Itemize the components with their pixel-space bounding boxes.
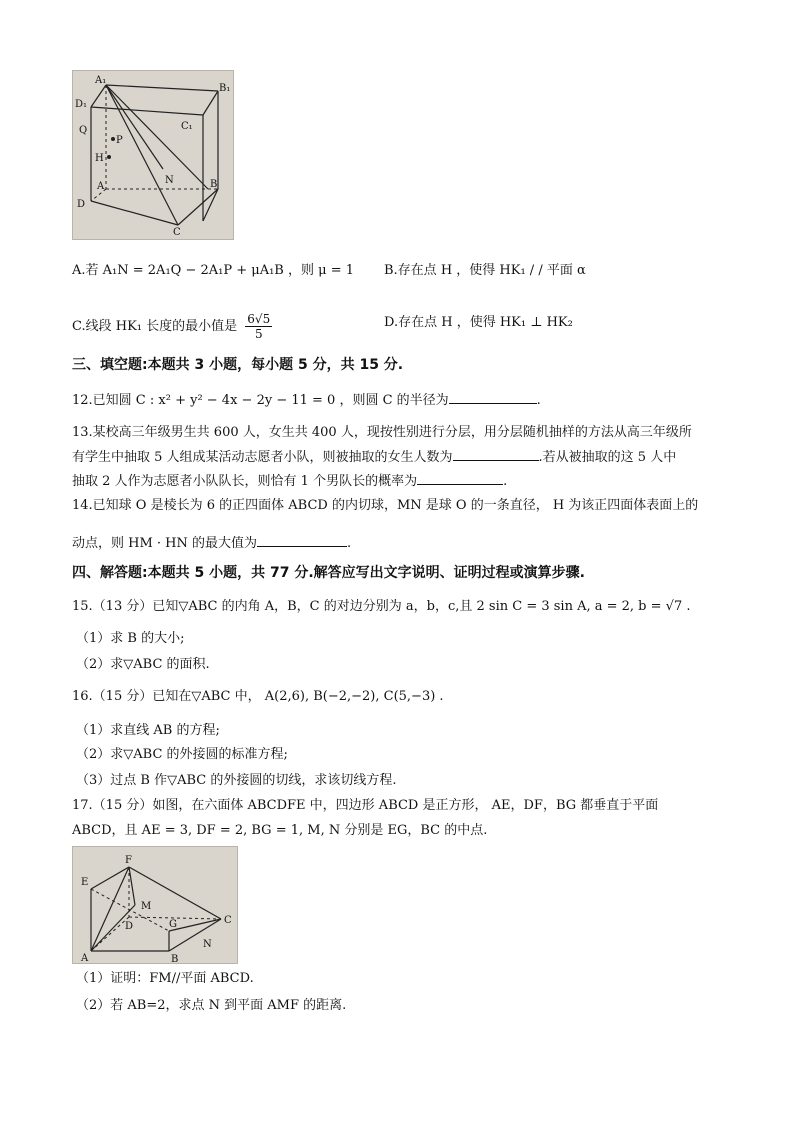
label-M: M	[141, 901, 152, 912]
section-heading-fill-in: 三、填空题:本题共 3 小题，每小题 5 分，共 15 分.	[72, 357, 404, 373]
choice-d: D.存在点 H ，使得 HK₁ ⊥ HK₂	[384, 315, 573, 330]
label-G: G	[169, 919, 177, 930]
label-N: N	[203, 939, 212, 950]
label-A: A	[81, 953, 89, 963]
q15-stem: 15.（13 分）已知▽ABC 的内角 A，B，C 的对边分别为 a，b，c,且 2 sin C = 3 sin A, a = 2, b = √7 .	[72, 599, 691, 614]
cube-figure	[72, 70, 234, 240]
q15-sub-2: （2）求▽ABC 的面积.	[76, 657, 210, 672]
label-Q: Q	[79, 125, 88, 136]
label-H: H	[95, 153, 104, 164]
q14-line-2	[72, 534, 351, 553]
hexahedron-diagram	[73, 847, 237, 963]
choice-c-fraction	[245, 312, 272, 341]
q13-line-2	[72, 448, 676, 467]
q14-line-1: 14.已知球 O 是棱长为 6 的正四面体 ABCD 的内切球，MN 是球 O 的一条直径， H 为该正四面体表面上的	[72, 498, 699, 513]
q12-text: 12.已知圆 C : x² + y² − 4x − 2y − 11 = 0 ，则圆 C 的半径为	[72, 393, 449, 408]
q17-sub-1: （1）证明：FM//平面 ABCD.	[76, 971, 254, 986]
label-D1: D₁	[75, 99, 88, 110]
q17-line-1: 17.（15 分）如图，在六面体 ABCDFE 中，四边形 ABCD 是正方形， AE，DF，BG 都垂直于平面	[72, 798, 659, 813]
label-D: D	[77, 199, 86, 210]
q13-text-3: 抽取 2 人作为志愿者小队队长，则恰有 1 个男队长的概率为	[72, 474, 418, 489]
q17-line-2: ABCD，且 AE = 3, DF = 2, BG = 1, M, N 分别是 EG，BC 的中点.	[72, 823, 488, 838]
q14-answer-blank	[257, 534, 347, 547]
q12-end: .	[536, 393, 541, 408]
q12-answer-blank	[449, 391, 537, 404]
q16-sub-3: （3）过点 B 作▽ABC 的外接圆的切线，求该切线方程.	[76, 773, 397, 788]
label-C: C	[173, 227, 181, 238]
q17-sub-2: （2）若 AB=2，求点 N 到平面 AMF 的距离.	[76, 998, 347, 1013]
q13-text-2b: .若从被抽取的这 5 人中	[538, 450, 677, 465]
choice-a: A.若 A₁N = 2A₁Q − 2A₁P + μA₁B ，则 μ = 1	[72, 263, 354, 278]
q13-end: .	[503, 474, 508, 489]
fraction-denominator: 5	[254, 327, 263, 341]
label-A1: A₁	[95, 75, 107, 86]
q14-end: .	[347, 536, 352, 551]
label-E: E	[81, 877, 89, 888]
choice-c-text: C.线段 HK₁ 长度的最小值是	[72, 319, 238, 334]
q13-line-1: 13.某校高三年级男生共 600 人，女生共 400 人，现按性别进行分层，用分层随机抽样的方法从高三年级所	[72, 425, 692, 440]
hexahedron-figure	[72, 846, 238, 964]
label-N: N	[165, 175, 174, 186]
cube-diagram	[73, 71, 233, 239]
label-B: B	[171, 954, 179, 963]
q13-line-3	[72, 472, 507, 491]
label-D: D	[125, 921, 134, 932]
q16-sub-1: （1）求直线 AB 的方程;	[76, 723, 220, 738]
q13-answer-blank-2	[417, 472, 503, 485]
section-heading-solve: 四、解答题:本题共 5 小题，共 77 分.解答应写出文字说明、证明过程或演算步骤.	[72, 565, 585, 581]
q13-answer-blank-1	[453, 448, 539, 461]
label-A: A	[97, 181, 105, 192]
label-F: F	[125, 855, 132, 866]
choice-c	[72, 312, 272, 341]
q12	[72, 391, 541, 410]
q16-sub-2: （2）求▽ABC 的外接圆的标准方程;	[76, 747, 288, 762]
label-C: C	[224, 915, 232, 926]
q15-sub-1: （1）求 B 的大小;	[76, 631, 185, 646]
fraction-numerator: 6√5	[247, 312, 271, 326]
label-P: P	[116, 135, 123, 146]
q13-text-2a: 有学生中抽取 5 人组成某活动志愿者小队，则被抽取的女生人数为	[72, 450, 453, 465]
choice-b: B.存在点 H ，使得 HK₁ / / 平面 α	[384, 263, 586, 278]
label-B1: B₁	[219, 83, 231, 94]
label-C1: C₁	[181, 121, 193, 132]
label-B: B	[210, 179, 218, 190]
q16-stem: 16.（15 分）已知在▽ABC 中， A(2,6), B(−2,−2), C(5,−3) .	[72, 689, 444, 704]
q14-text-2: 动点，则 HM · HN 的最大值为	[72, 536, 258, 551]
